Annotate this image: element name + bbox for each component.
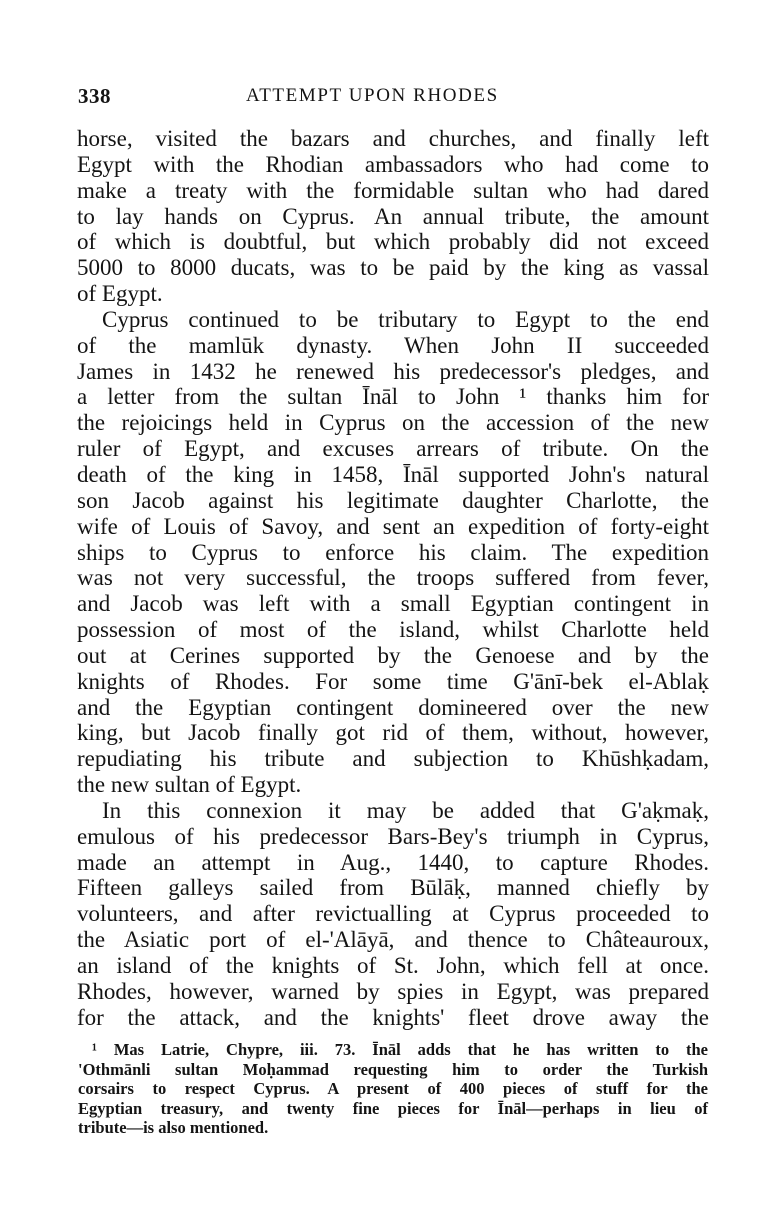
footnote-line: ¹ Mas Latrie, Chypre, iii. 73. Īnāl adds that he has written to the <box>92 1040 708 1059</box>
footnote-line: tribute—is also mentioned. <box>78 1118 269 1137</box>
text-line: the new sultan of Egypt. <box>77 772 302 798</box>
text-line: was not very successful, the troops suffered from fever, <box>77 565 709 591</box>
text-line: to lay hands on Cyprus. An annual tribute, the amount <box>77 203 709 229</box>
text-line: out at Cerines supported by the Genoese and by the <box>77 642 709 668</box>
text-line: repudiating his tribute and subjection to Khūshḳadam, <box>77 746 709 772</box>
text-line: the rejoicings held in Cyprus on the accession of the new <box>77 410 709 436</box>
text-line: the Asiatic port of el-'Alāyā, and thence to Châteauroux, <box>77 927 709 953</box>
text-line: 5000 to 8000 ducats, was to be paid by the king as vassal <box>77 255 709 281</box>
text-line: In this connexion it may be added that G'aḳmaḳ, <box>102 797 709 823</box>
page-header <box>78 84 708 114</box>
text-line: Egypt with the Rhodian ambassadors who had come to <box>77 151 709 177</box>
footnote-line: corsairs to respect Cyprus. A present of 400 pieces of stuff for the <box>78 1079 708 1098</box>
text-line: an island of the knights of St. John, which fell at once. <box>77 953 709 978</box>
text-line: wife of Louis of Savoy, and sent an expedition of forty-eight <box>77 513 709 539</box>
text-line: made an attempt in Aug., 1440, to capture Rhodes. <box>77 849 709 875</box>
body-text <box>77 126 709 1031</box>
text-line: son Jacob against his legitimate daughter Charlotte, the <box>77 487 709 513</box>
text-line: ruler of Egypt, and excuses arrears of tribute. On the <box>77 436 709 462</box>
footnote-line: Egyptian treasury, and twenty fine pieces for Īnāl—perhaps in lieu of <box>78 1098 708 1118</box>
text-line: possession of most of the island, whilst Charlotte held <box>77 617 709 643</box>
text-line: Cyprus continued to be tributary to Egypt to the end <box>102 306 709 332</box>
footnote-line: 'Othmānli sultan Moḥammad requesting him to order the Turkish <box>78 1059 708 1079</box>
text-line: death of the king in 1458, Īnāl supported John's natural <box>77 461 709 487</box>
text-line: and the Egyptian contingent domineered over the new <box>77 694 709 720</box>
text-line: knights of Rhodes. For some time G'ānī-bek el-Ablaḳ <box>77 668 709 694</box>
text-line: of which is doubtful, but which probably did not exceed <box>77 229 709 255</box>
text-line: for the attack, and the knights' fleet drove away the <box>77 1004 709 1030</box>
text-line: volunteers, and after revictualling at Cyprus proceeded to <box>77 901 709 927</box>
text-line: and Jacob was left with a small Egyptian contingent in <box>77 591 709 617</box>
text-line: Fifteen galleys sailed from Būlāḳ, manned chiefly by <box>77 875 709 901</box>
text-line: ships to Cyprus to enforce his claim. The expedition <box>77 539 709 565</box>
text-line: a letter from the sultan Īnāl to John ¹ thanks him for <box>77 384 709 410</box>
page-number: 338 <box>78 84 111 108</box>
text-line: king, but Jacob finally got rid of them, without, however, <box>77 720 709 746</box>
text-line: make a treaty with the formidable sultan who had dared <box>77 177 709 203</box>
text-line: James in 1432 he renewed his predecessor's pledges, and <box>77 358 709 384</box>
footnotes <box>78 1040 708 1138</box>
text-line: Rhodes, however, warned by spies in Egypt, was prepared <box>77 978 709 1004</box>
running-head: ATTEMPT UPON RHODES <box>246 85 499 106</box>
text-line: horse, visited the bazars and churches, and finally left <box>77 126 709 151</box>
text-line: of Egypt. <box>77 281 163 307</box>
text-line: emulous of his predecessor Bars-Bey's triumph in Cyprus, <box>77 823 709 849</box>
text-line: of the mamlūk dynasty. When John II succeeded <box>77 332 709 358</box>
